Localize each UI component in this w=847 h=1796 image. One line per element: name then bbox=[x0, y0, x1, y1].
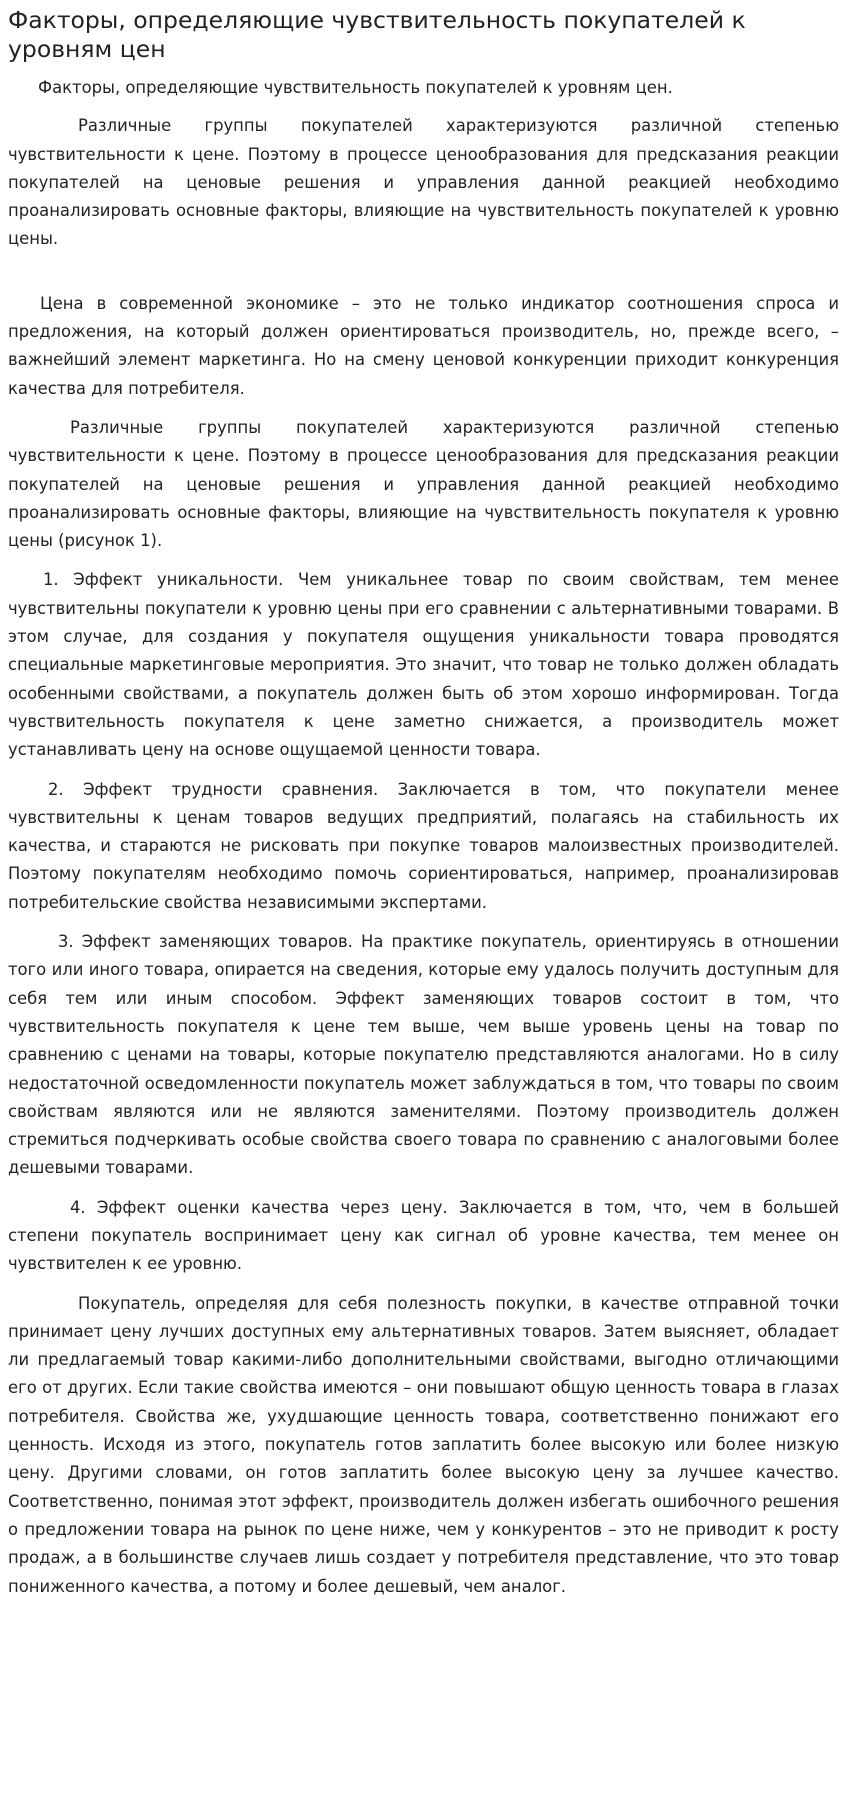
page-title: Факторы, определяющие чувствительность покупателей к уровням цен bbox=[8, 6, 746, 63]
paragraph-comparison-difficulty-effect: 2. Эффект трудности сравнения. Заключается в том, что покупатели менее чувствительны к ценам товаров ведущих предприятий, полагаясь на стабильность их качества, и стараются не рисковать при покупке товаров малоизвестных производителей. Поэтому покупателям необходимо помочь сориентироваться, например, проанализировав потребительские свойства независимыми экспертами. bbox=[8, 779, 839, 912]
paragraph-intro: Различные группы покупателей характеризуются различной степенью чувствительности к цене. Поэтому в процессе ценообразования для предсказания реакции покупателей на ценовые решения и управления данной реакцией необходимо проанализировать основные факторы, влияющие на чувствительность покупателей к уровню цены. bbox=[8, 116, 839, 249]
paragraph-buyer-value-assessment: Покупатель, определяя для себя полезность покупки, в качестве отправной точки принимает цену лучших доступных ему альтернативных товаров. Затем выясняет, обладает ли предлагаемый товар какими-либо дополнительными свойствами, выгодно отличающими его от других. Если такие свойства имеются – они повышают общую ценность товара в глазах потребителя. Свойства же, ухудшающие ценность товара, соответственно понижают его ценность. Исходя из этого, покупатель готов заплатить более высокую или более низкую цену. Другими словами, он готов заплатить более высокую цену за лучшее качество. Соответственно, понимая этот эффект, производитель должен избегать ошибочного решения о предложении товара на рынок по цене ниже, чем у конкурентов – это не приводит к росту продаж, а в большинстве случаев лишь создает у потребителя представление, что это товар пониженного качества, а потому и более дешевый, чем аналог. bbox=[8, 1293, 839, 1596]
paragraph-buyer-groups: Различные группы покупателей характеризуются различной степенью чувствительности к цене. Поэтому в процессе ценообразования для предсказания реакции покупателей на ценовые решения и управления данной реакцией необходимо проанализировать основные факторы, влияющие на чувствительность покупателя к уровню цены (рисунок 1). bbox=[8, 417, 839, 551]
paragraph-uniqueness-effect: 1. Эффект уникальности. Чем уникальнее товар по своим свойствам, тем менее чувствительны покупатели к уровню цены при его сравнении с альтернативными товарами. В этом случае, для создания у покупателя ощущения уникальности товара проводятся специальные маркетинговые мероприятия. Это значит, что товар не только должен обладать особенными свойствами, а покупатель должен быть об этом хорошо информирован. Тогда чувствительность покупателя к цене заметно снижается, а производитель может устанавливать цену на основе ощущаемой ценности товара. bbox=[8, 570, 839, 760]
document-subtitle: Факторы, определяющие чувствительность покупателей к уровням цен. bbox=[38, 78, 673, 97]
paragraph-quality-through-price-effect: 4. Эффект оценки качества через цену. Заключается в том, что, чем в большей степени покупатель воспринимает цену как сигнал об уровне качества, тем менее он чувствителен к ее уровню. bbox=[8, 1197, 839, 1274]
paragraph-price-economy: Цена в современной экономике – это не только индикатор соотношения спроса и предложения, на который должен ориентироваться производитель, но, прежде всего, – важнейший элемент маркетинга. Но на смену ценовой конкуренции приходит конкуренция качества для потребителя. bbox=[8, 293, 839, 398]
paragraph-substitute-goods-effect: 3. Эффект заменяющих товаров. На практике покупатель, ориентируясь в отношении того или иного товара, опирается на сведения, которые ему удалось получить доступным для себя тем или иным способом. Эффект заменяющих товаров состоит в том, что чувствительность покупателя к цене тем выше, чем выше уровень цены на товар по сравнению с ценами на товары, которые покупателю представляются аналогами. Но в силу недостаточной осведомленности покупатель может заблуждаться в том, что товары по своим свойствам являются или не являются заменителями. Поэтому производитель должен стремиться подчеркивать особые свойства своего товара по сравнению с аналоговыми более дешевыми товарами. bbox=[8, 932, 839, 1178]
